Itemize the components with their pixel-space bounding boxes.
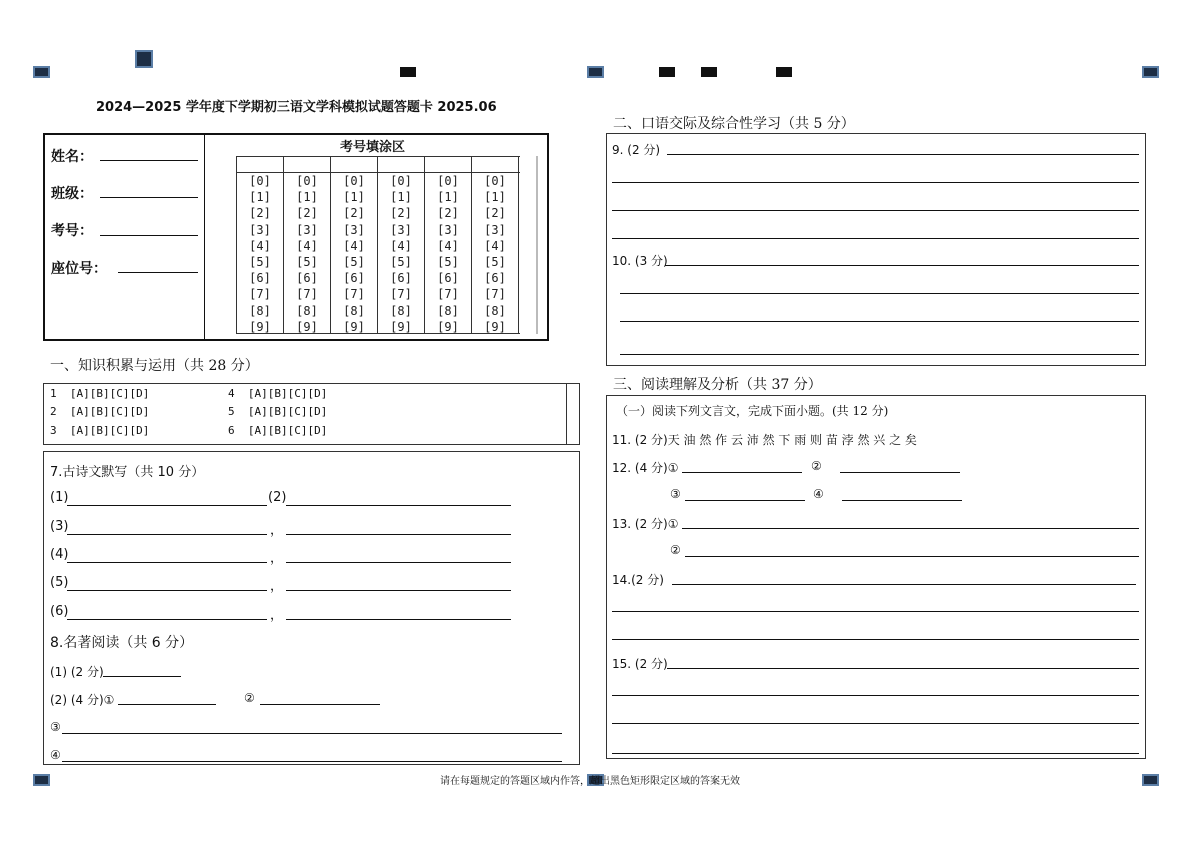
exam-id-bubble[interactable]: [3] xyxy=(296,222,318,237)
q7-heading: 7.古诗文默写（共 10 分） xyxy=(50,465,205,480)
section3-sub-heading: （一）阅读下列文言文，完成下面小题。(共 12 分) xyxy=(616,404,889,418)
exam-id-bubble[interactable]: [3] xyxy=(343,222,365,237)
exam-id-bubble[interactable]: [8] xyxy=(390,303,412,318)
exam-no-label: 考号： xyxy=(51,223,93,239)
q12-answer-line[interactable] xyxy=(842,500,962,501)
q7-answer-line[interactable] xyxy=(67,590,267,591)
exam-id-bubble[interactable]: [0] xyxy=(484,174,506,188)
q8-sub1-label: (1) (2 分) xyxy=(50,665,104,679)
exam-id-bubble[interactable]: [0] xyxy=(249,174,271,188)
exam-id-bubble[interactable]: [9] xyxy=(249,319,271,334)
exam-id-bubble[interactable]: [8] xyxy=(296,303,318,318)
exam-id-bubble[interactable]: [2] xyxy=(437,206,459,221)
q7-item-6-label: (6) xyxy=(50,604,69,619)
q12b-label: ② xyxy=(811,459,822,473)
exam-id-bubble[interactable]: [4] xyxy=(296,238,318,253)
exam-id-bubble[interactable]: [2] xyxy=(390,206,412,221)
q11-label: 11. (2 分)天 油 然 作 云 沛 然 下 雨 则 苗 浡 然 兴 之 矣 xyxy=(612,433,917,447)
q9-answer-line[interactable] xyxy=(667,154,1139,155)
comma: ， xyxy=(270,551,284,566)
q9-label: 9. (2 分) xyxy=(612,143,661,157)
registration-mark xyxy=(587,66,604,78)
exam-id-bubble[interactable]: [6] xyxy=(249,271,271,286)
comma: ， xyxy=(270,523,284,538)
q7-answer-line[interactable] xyxy=(286,590,511,591)
q15-answer-line[interactable] xyxy=(612,695,1139,696)
exam-id-bubble[interactable]: [7] xyxy=(343,287,365,302)
exam-id-bubble[interactable]: [7] xyxy=(249,287,271,302)
choice-6[interactable]: 6 [A][B][C][D] xyxy=(228,424,328,437)
section2-heading: 二、口语交际及综合性学习（共 5 分） xyxy=(613,116,855,132)
exam-id-bubble[interactable]: [0] xyxy=(437,174,459,188)
exam-id-bubble[interactable]: [4] xyxy=(249,238,271,253)
q12c-label: ③ xyxy=(670,487,681,501)
footer-note: 请在每题规定的答题区域内作答，超出黑色矩形限定区域的答案无效 xyxy=(440,776,740,787)
q7-item-1-label: (1) xyxy=(50,490,69,505)
exam-no-field[interactable] xyxy=(100,235,198,236)
q7-answer-line[interactable] xyxy=(67,562,267,563)
q7-item-4-label: (4) xyxy=(50,547,69,562)
exam-id-bubble[interactable]: [4] xyxy=(437,238,459,253)
section2-box xyxy=(606,133,1146,366)
q7-answer-line[interactable] xyxy=(286,534,511,535)
exam-id-title: 考号填涂区 xyxy=(340,140,406,155)
exam-id-bubble[interactable]: [1] xyxy=(484,190,506,205)
exam-id-bubble[interactable]: [2] xyxy=(343,206,365,221)
q14-answer-line[interactable] xyxy=(612,639,1139,640)
exam-id-column xyxy=(426,173,470,335)
q7-item-2-label: (2) xyxy=(268,490,287,505)
divider xyxy=(204,134,205,340)
q8-sub2b-label: ② xyxy=(244,691,255,705)
exam-id-bubble[interactable]: [6] xyxy=(437,271,459,286)
exam-id-bubble[interactable]: [6] xyxy=(390,271,412,286)
q14-label: 14.(2 分) xyxy=(612,573,664,587)
q15-answer-line[interactable] xyxy=(667,668,1139,669)
exam-id-column xyxy=(379,173,423,335)
exam-id-bubble[interactable]: [0] xyxy=(296,174,318,188)
q12d-label: ④ xyxy=(813,487,824,501)
exam-id-bubble[interactable]: [9] xyxy=(343,319,365,334)
comma: ， xyxy=(270,579,284,594)
class-field[interactable] xyxy=(100,197,198,198)
q15-answer-line[interactable] xyxy=(612,753,1139,754)
registration-mark xyxy=(33,774,50,786)
seat-label: 座位号： xyxy=(51,261,107,277)
choice-5[interactable]: 5 [A][B][C][D] xyxy=(228,405,328,418)
q14-answer-line[interactable] xyxy=(612,611,1139,612)
section3-box xyxy=(606,395,1146,759)
q7-answer-line[interactable] xyxy=(286,619,511,620)
q15-answer-line[interactable] xyxy=(612,723,1139,724)
exam-id-bubble[interactable]: [5] xyxy=(390,255,412,270)
exam-id-bubble[interactable]: [8] xyxy=(249,303,271,318)
registration-mark xyxy=(1142,774,1159,786)
q12-answer-line[interactable] xyxy=(685,500,805,501)
exam-id-bubble[interactable]: [5] xyxy=(296,255,318,270)
exam-id-bubble[interactable]: [2] xyxy=(484,206,506,221)
q8-sub4-label: ④ xyxy=(50,748,61,762)
exam-id-bubble[interactable]: [1] xyxy=(296,190,318,205)
q7-item-3-label: (3) xyxy=(50,519,69,534)
exam-id-bubble[interactable]: [1] xyxy=(249,190,271,205)
registration-mark xyxy=(400,67,416,77)
exam-id-bubble[interactable]: [8] xyxy=(343,303,365,318)
choice-3[interactable]: 3 [A][B][C][D] xyxy=(50,424,150,437)
q10-answer-line[interactable] xyxy=(620,293,1139,294)
exam-id-bubble[interactable]: [8] xyxy=(484,303,506,318)
exam-id-bubble[interactable]: [3] xyxy=(249,222,271,237)
exam-id-bubble[interactable]: [6] xyxy=(484,271,506,286)
registration-mark xyxy=(776,67,792,77)
q7-answer-line[interactable] xyxy=(67,505,267,506)
exam-id-bubble[interactable]: [0] xyxy=(343,174,365,188)
q10-answer-line[interactable] xyxy=(620,321,1139,322)
exam-id-bubble[interactable]: [9] xyxy=(437,319,459,334)
exam-id-bubble[interactable]: [1] xyxy=(437,190,459,205)
q12-answer-line[interactable] xyxy=(682,472,802,473)
q8-sub3-label: ③ xyxy=(50,720,61,734)
q9-answer-line[interactable] xyxy=(612,238,1139,239)
exam-id-bubble[interactable]: [7] xyxy=(484,287,506,302)
q7-answer-line[interactable] xyxy=(67,534,267,535)
q10-label: 10. (3 分) xyxy=(612,254,668,268)
exam-id-bubble[interactable]: [4] xyxy=(484,238,506,253)
registration-mark xyxy=(701,67,717,77)
exam-id-bubble[interactable]: [6] xyxy=(343,271,365,286)
exam-id-bubble[interactable]: [7] xyxy=(390,287,412,302)
class-label: 班级： xyxy=(51,186,93,202)
q10-answer-line[interactable] xyxy=(620,354,1139,355)
exam-id-bubble[interactable]: [3] xyxy=(390,222,412,237)
registration-mark xyxy=(659,67,675,77)
exam-id-bubble[interactable]: [9] xyxy=(484,319,506,334)
exam-id-bubble[interactable]: [1] xyxy=(343,190,365,205)
q8-answer-line[interactable] xyxy=(62,733,562,734)
q8-answer-line[interactable] xyxy=(260,704,380,705)
registration-mark xyxy=(1142,66,1159,78)
registration-mark xyxy=(33,66,50,78)
exam-id-column xyxy=(238,173,282,335)
exam-id-bubble[interactable]: [9] xyxy=(390,319,412,334)
q8-answer-line[interactable] xyxy=(118,704,216,705)
section3-heading: 三、阅读理解及分析（共 37 分） xyxy=(613,377,822,393)
q7-item-5-label: (5) xyxy=(50,575,69,590)
choice-4[interactable]: 4 [A][B][C][D] xyxy=(228,387,328,400)
exam-id-bubble[interactable]: [2] xyxy=(249,206,271,221)
q7-answer-line[interactable] xyxy=(67,619,267,620)
q7-answer-line[interactable] xyxy=(286,505,511,506)
exam-id-column xyxy=(332,173,376,335)
q13-answer-line[interactable] xyxy=(685,556,1139,557)
q9-answer-line[interactable] xyxy=(612,182,1139,183)
q14-answer-line[interactable] xyxy=(672,584,1136,585)
exam-id-bubble[interactable]: [5] xyxy=(343,255,365,270)
divider xyxy=(566,384,567,444)
exam-id-bubble[interactable]: [8] xyxy=(437,303,459,318)
registration-mark xyxy=(135,50,153,68)
q13b-label: ② xyxy=(670,543,681,557)
exam-id-bubble[interactable]: [7] xyxy=(296,287,318,302)
exam-id-bubble[interactable]: [0] xyxy=(390,174,412,188)
exam-id-bubble[interactable]: [3] xyxy=(437,222,459,237)
exam-id-bubble[interactable]: [3] xyxy=(484,222,506,237)
choice-1[interactable]: 1 [A][B][C][D] xyxy=(50,387,150,400)
section1-heading: 一、知识积累与运用（共 28 分） xyxy=(50,358,259,374)
q12-label: 12. (4 分)① xyxy=(612,461,679,475)
page-title: 2024—2025 学年度下学期初三语文学科模拟试题答题卡 2025.06 xyxy=(96,100,497,115)
q13-label: 13. (2 分)① xyxy=(612,517,679,531)
name-field[interactable] xyxy=(100,160,198,161)
exam-id-bubble[interactable]: [4] xyxy=(390,238,412,253)
q12-answer-line[interactable] xyxy=(840,472,960,473)
q15-label: 15. (2 分) xyxy=(612,657,668,671)
q8-answer-line[interactable] xyxy=(103,676,181,677)
q7-answer-line[interactable] xyxy=(286,562,511,563)
exam-id-bubble[interactable]: [9] xyxy=(296,319,318,334)
q13-answer-line[interactable] xyxy=(682,528,1139,529)
exam-id-bubble[interactable]: [5] xyxy=(484,255,506,270)
q8-sub2-label: (2) (4 分)① xyxy=(50,693,115,707)
q8-heading: 8.名著阅读（共 6 分） xyxy=(50,635,194,651)
exam-id-bubble[interactable]: [5] xyxy=(249,255,271,270)
choice-2[interactable]: 2 [A][B][C][D] xyxy=(50,405,150,418)
exam-id-bubble[interactable]: [5] xyxy=(437,255,459,270)
q7-q8-box xyxy=(43,451,580,765)
name-label: 姓名： xyxy=(51,149,93,165)
exam-id-column xyxy=(285,173,329,335)
exam-id-bubble[interactable]: [1] xyxy=(390,190,412,205)
exam-id-column xyxy=(473,173,517,335)
exam-id-bubble[interactable]: [7] xyxy=(437,287,459,302)
comma: ， xyxy=(270,608,284,623)
q10-answer-line[interactable] xyxy=(665,265,1139,266)
exam-id-bubble[interactable]: [6] xyxy=(296,271,318,286)
exam-id-bubble[interactable]: [2] xyxy=(296,206,318,221)
seat-field[interactable] xyxy=(118,272,198,273)
q9-answer-line[interactable] xyxy=(612,210,1139,211)
exam-id-bubble[interactable]: [4] xyxy=(343,238,365,253)
q8-answer-line[interactable] xyxy=(62,761,562,762)
